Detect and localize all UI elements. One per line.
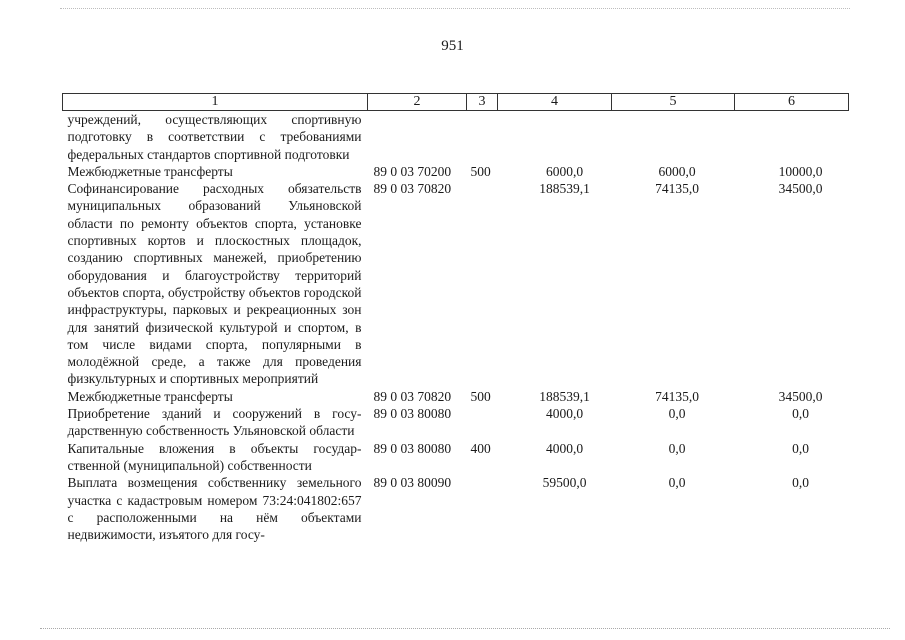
row-description: Капитальные вложения в объекты государственной (муниципальной) собственности (67, 440, 362, 473)
row-amount-1: 4000,0 (545, 406, 584, 422)
row-description: Приобретение зданий и сооружений в государственную собственность Ульяновской области (67, 406, 362, 439)
row-amount-3 (735, 111, 849, 163)
table-header-row (63, 94, 849, 111)
table-row (63, 405, 849, 440)
column-header-1: 1 (63, 94, 368, 111)
row-amount-3: 0,0 (792, 440, 809, 456)
row-amount-1: 4000,0 (545, 440, 584, 456)
table-row (63, 180, 849, 388)
row-code: 89 0 03 80080 (373, 406, 452, 422)
row-amount-3: 34500,0 (778, 388, 823, 404)
row-amount-1: 6000,0 (545, 163, 584, 179)
row-code (368, 111, 467, 163)
row-description: Выплата возмещения собственнику земельного участка с кадастровым номером 73:24:041802:657 с расположенными на нём объектами недвижимости, изъятого для госу- (67, 475, 362, 543)
column-header-3: 3 (467, 94, 498, 111)
row-amount-2: 74135,0 (655, 388, 699, 404)
table-row (63, 388, 849, 405)
row-amount-1: 59500,0 (542, 475, 587, 491)
budget-table (62, 93, 849, 543)
page-number: 951 (441, 38, 464, 54)
column-header-6: 6 (735, 94, 849, 111)
row-description: Межбюджетные трансферты (67, 388, 233, 404)
row-amount-3: 10000,0 (778, 163, 823, 179)
row-amount-1 (498, 111, 612, 163)
row-amount-3: 34500,0 (778, 181, 823, 197)
row-expense-type (467, 474, 498, 543)
page-top-edge (60, 8, 850, 9)
row-description: Софинансирование расходных обязательств муниципальных образований Ульяновской области по ремонту объектов спорта, установке спортивных кортов и плоскостных площадок, созданию спортивных манежей, приобретению оборудования и благоустройству территорий объектов спорта, обустройству объектов городской инфраструктуры, парковых и рекреационных зон для занятий физической культурой и спортом, в том числе видами спорта, популярными в молодёжной среде, а также для проведения физкультурных и спортивных мероприятий (67, 181, 362, 387)
row-amount-2: 6000,0 (658, 163, 696, 179)
row-code: 89 0 03 80090 (373, 475, 452, 491)
column-header-5: 5 (612, 94, 735, 111)
row-amount-1: 188539,1 (539, 181, 590, 197)
row-code: 89 0 03 70820 (373, 388, 452, 404)
row-expense-type (467, 180, 498, 388)
row-amount-1: 188539,1 (539, 388, 590, 404)
row-amount-2 (612, 111, 735, 163)
row-amount-2: 0,0 (668, 475, 686, 491)
row-amount-2: 0,0 (668, 440, 686, 456)
column-header-2: 2 (368, 94, 467, 111)
row-amount-3: 0,0 (792, 406, 809, 422)
row-expense-type (467, 405, 498, 440)
table-row (63, 163, 849, 180)
row-description: Межбюджетные трансферты (67, 163, 233, 179)
row-amount-2: 0,0 (668, 406, 686, 422)
page-bottom-edge (40, 628, 890, 629)
row-amount-3: 0,0 (792, 475, 809, 491)
table-row (63, 111, 849, 163)
row-expense-type: 400 (470, 440, 491, 456)
row-description: учреждений, осуществляющих спортивную подготовку в соответствии с требованиями федеральных стандартов спортивной подготовки (67, 112, 362, 162)
row-expense-type (467, 111, 498, 163)
row-expense-type: 500 (470, 388, 491, 404)
row-code: 89 0 03 70820 (373, 181, 452, 197)
table-row (63, 440, 849, 475)
row-expense-type: 500 (470, 163, 491, 179)
table-row (63, 474, 849, 543)
row-code: 89 0 03 80080 (373, 440, 452, 456)
column-header-4: 4 (498, 94, 612, 111)
row-amount-2: 74135,0 (655, 181, 699, 197)
row-code: 89 0 03 70200 (373, 163, 452, 179)
